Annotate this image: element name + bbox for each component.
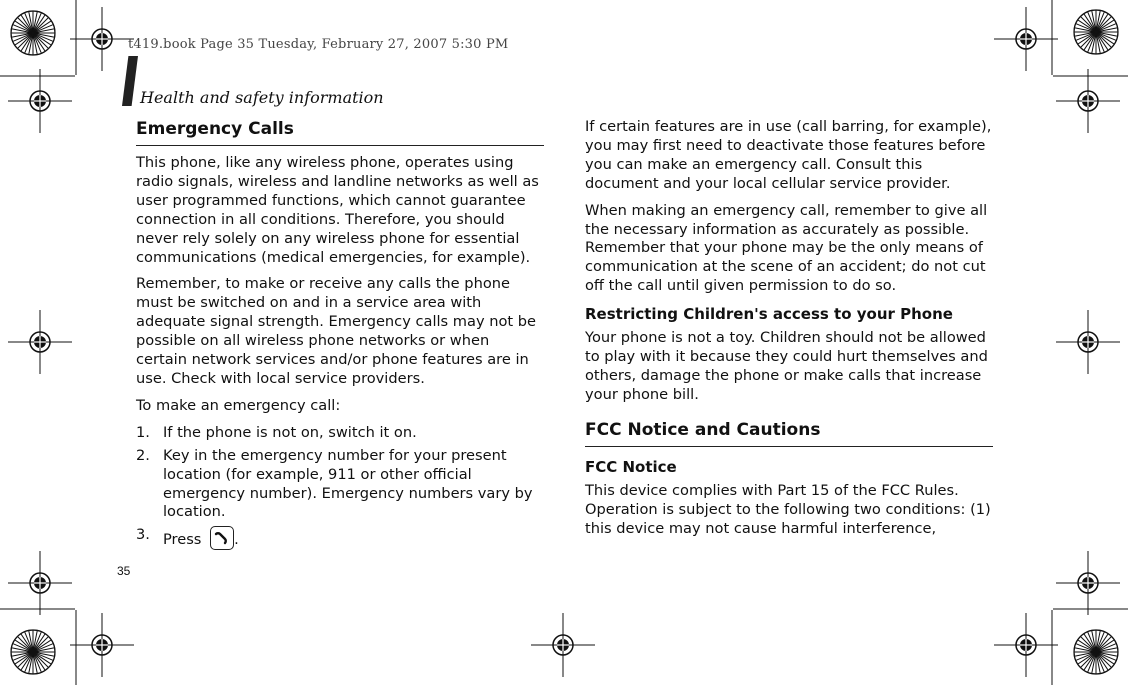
send-key-icon bbox=[210, 526, 234, 550]
step-end-punctuation: . bbox=[234, 531, 239, 549]
left-column bbox=[136, 118, 544, 554]
emergency-calls-heading: Emergency Calls bbox=[136, 118, 544, 146]
list-item bbox=[136, 424, 544, 443]
step-number: 3. bbox=[136, 526, 150, 544]
fcc-paragraph: This device complies with Part 15 of the FCC Rules. Operation is subject to the following two conditions: (1) this device may not cause harmful interference, bbox=[585, 481, 991, 537]
step-number: 2. bbox=[136, 446, 150, 464]
emergency-paragraph-3: To make an emergency call: bbox=[136, 396, 341, 414]
step-text: Key in the emergency number for your present location (for example, 911 or other official emergency number). Emergency numbers vary by location. bbox=[163, 446, 533, 521]
emergency-paragraph-4: If certain features are in use (call barring, for example), you may first need to deactivate those features before you can make an emergency call. Consult this document and your local cellular service provider. bbox=[585, 118, 992, 192]
children-access-heading: Restricting Children's access to your Phone bbox=[585, 305, 953, 324]
emergency-paragraph-5: When making an emergency call, remember to give all the necessary information as accurately as possible. Remember that your phone may be the only means of communication at the scene of an accident; do not cut off the call until given permission to do so. bbox=[585, 201, 988, 295]
step-text: If the phone is not on, switch it on. bbox=[163, 423, 417, 441]
right-column bbox=[585, 118, 993, 547]
emergency-paragraph-1: This phone, like any wireless phone, operates using radio signals, wireless and landline networks as well as user programmed functions, which cannot guarantee connection in all conditions. Therefore, you should never rely solely on any wireless phone for essential communications (medical emergencies, for example). bbox=[136, 154, 539, 266]
children-paragraph: Your phone is not a toy. Children should not be allowed to play with it because they could hurt themselves and others, damage the phone or make calls that increase your phone bill. bbox=[585, 329, 988, 403]
list-item bbox=[136, 526, 544, 550]
fcc-heading: FCC Notice and Cautions bbox=[585, 419, 993, 447]
emergency-paragraph-2: Remember, to make or receive any calls the phone must be switched on and in a service area with adequate signal strength. Emergency calls may not be possible on all wireless phone networks or when certain network services and/or phone features are in use. Check with local service providers. bbox=[136, 275, 537, 387]
emergency-steps-list bbox=[136, 424, 544, 551]
step-text: Press bbox=[163, 531, 202, 549]
running-header-title: Health and safety information bbox=[140, 88, 384, 107]
list-item bbox=[136, 447, 544, 523]
step-number: 1. bbox=[136, 423, 150, 441]
page-number: 35 bbox=[117, 564, 131, 578]
fcc-notice-subheading: FCC Notice bbox=[585, 457, 677, 476]
print-slug: t419.book Page 35 Tuesday, February 27, 2007 5:30 PM bbox=[128, 37, 509, 52]
